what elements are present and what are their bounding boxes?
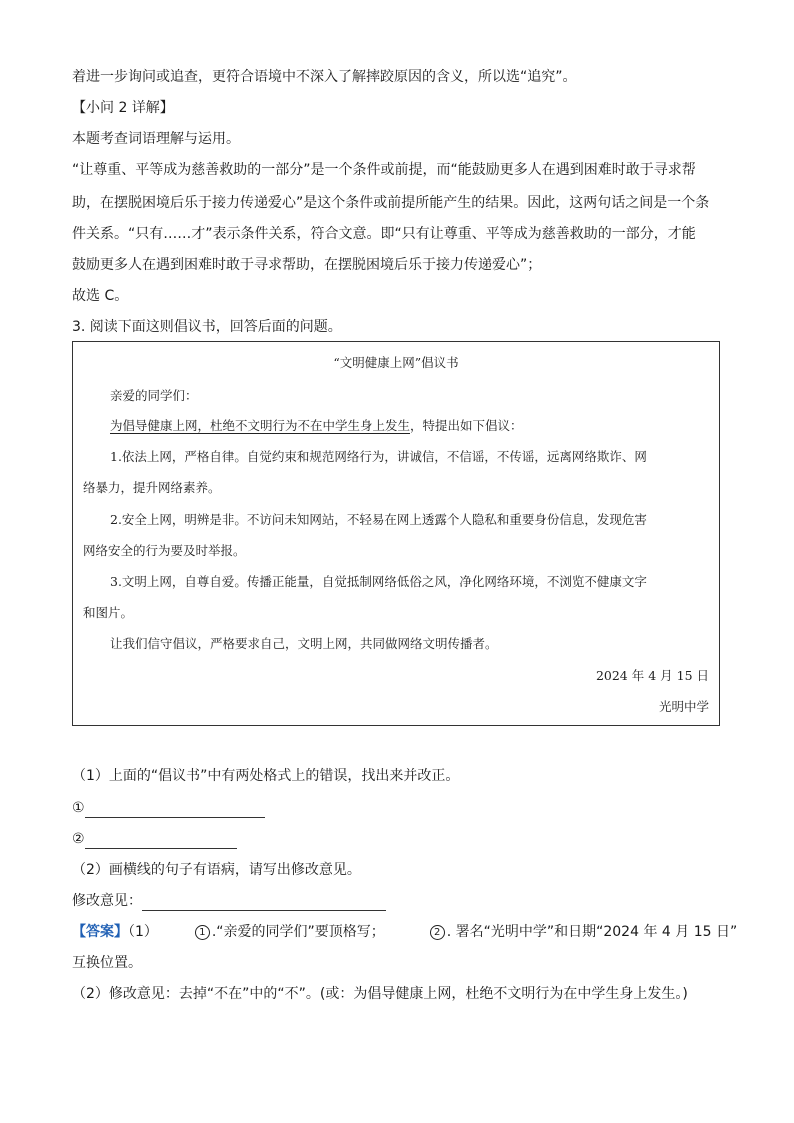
answer-part1-num: （1） xyxy=(128,924,158,940)
answer-item-1-number: 1 xyxy=(195,925,210,940)
answer-line-1 xyxy=(72,922,737,942)
explanation-line-1: 着进一步询问或追查，更符合语境中不深入了解摔跤原因的含义，所以选“追究”。 xyxy=(72,69,577,85)
proposal-date: 2024 年 4 月 15 日 xyxy=(595,668,709,683)
proposal-item-2-line-2: 网络安全的行为要及时举报。 xyxy=(83,543,246,558)
answer-item-1-text: .“亲爱的同学们”要顶格写； xyxy=(211,924,385,940)
answer-item-2-number: 2 xyxy=(430,925,445,940)
question-1: （1）上面的“倡议书”中有两处格式上的错误，找出来并改正。 xyxy=(72,768,460,784)
proposal-item-3-line-1: 3.文明上网，自尊自爱。传播正能量，自觉抵制网络低俗之风，净化网络环境，不浏览不健康文字 xyxy=(110,574,647,589)
section-heading: 【小问 2 详解】 xyxy=(72,100,174,116)
proposal-item-1-line-1: 1.依法上网，严格自律。自觉约束和规范网络行为，讲诚信，不信谣，不传谣，远离网络欺诈、网 xyxy=(110,449,647,464)
answer-blank-1 xyxy=(72,798,265,818)
revision-line[interactable] xyxy=(142,896,386,911)
answer-line-2: 互换位置。 xyxy=(72,955,142,971)
explanation-line-3: 本题考查词语理解与运用。 xyxy=(72,131,240,147)
proposal-intro-underlined: 为倡导健康上网，杜绝不文明行为不在中学生身上发生 xyxy=(110,418,411,433)
revision-blank xyxy=(72,891,386,911)
proposal-signature: 光明中学 xyxy=(658,699,709,714)
proposal-intro-rest: ，特提出如下倡议： xyxy=(410,418,523,433)
blank-1-mark: ① xyxy=(72,800,85,816)
answer-blank-2 xyxy=(72,829,237,849)
explanation-line-6: 件关系。“只有……才”表示条件关系，符合文意。即“只有让尊重、平等成为慈善救助的一部分，才能 xyxy=(72,226,696,242)
proposal-greeting: 亲爱的同学们： xyxy=(110,388,198,403)
question-2: （2）画横线的句子有语病，请写出修改意见。 xyxy=(72,862,361,878)
blank-2-line[interactable] xyxy=(85,834,237,849)
explanation-line-7: 鼓励更多人在遇到困难时敢于寻求帮助，在摆脱困境后乐于接力传递爱心”； xyxy=(72,257,542,273)
revision-label: 修改意见： xyxy=(72,893,142,909)
proposal-closing: 让我们信守倡议，严格要求自己，文明上网，共同做网络文明传播者。 xyxy=(110,636,498,651)
answer-item-2-text: . 署名“光明中学”和日期“2024 年 4 月 15 日” xyxy=(446,924,738,940)
proposal-box xyxy=(72,341,720,726)
proposal-item-2-line-1: 2.安全上网，明辨是非。不访问未知网站，不轻易在网上透露个人隐私和重要身份信息，发现危害 xyxy=(110,512,647,527)
explanation-line-5: 助，在摆脱困境后乐于接力传递爱心”是这个条件或前提所能产生的结果。因此，这两句话之间是一个条 xyxy=(72,195,710,211)
proposal-item-3-line-2: 和图片。 xyxy=(83,605,134,620)
proposal-title: “文明健康上网”倡议书 xyxy=(333,355,459,370)
question-3-prompt: 3. 阅读下面这则倡议书，回答后面的问题。 xyxy=(72,319,342,335)
blank-1-line[interactable] xyxy=(85,803,265,818)
proposal-intro xyxy=(110,417,523,435)
explanation-line-4: “让尊重、平等成为慈善救助的一部分”是一个条件或前提，而“能鼓励更多人在遇到困难时敢于寻求帮 xyxy=(72,162,696,178)
answer-line-3: （2）修改意见：去掉“不在”中的“不”。(或：为倡导健康上网，杜绝不文明行为在中学生身上发生。) xyxy=(72,986,688,1002)
explanation-line-8: 故选 C。 xyxy=(72,288,129,304)
answer-tag: 【答案】 xyxy=(72,924,128,940)
blank-2-mark: ② xyxy=(72,831,85,847)
proposal-item-1-line-2: 络暴力，提升网络素养。 xyxy=(83,480,221,495)
